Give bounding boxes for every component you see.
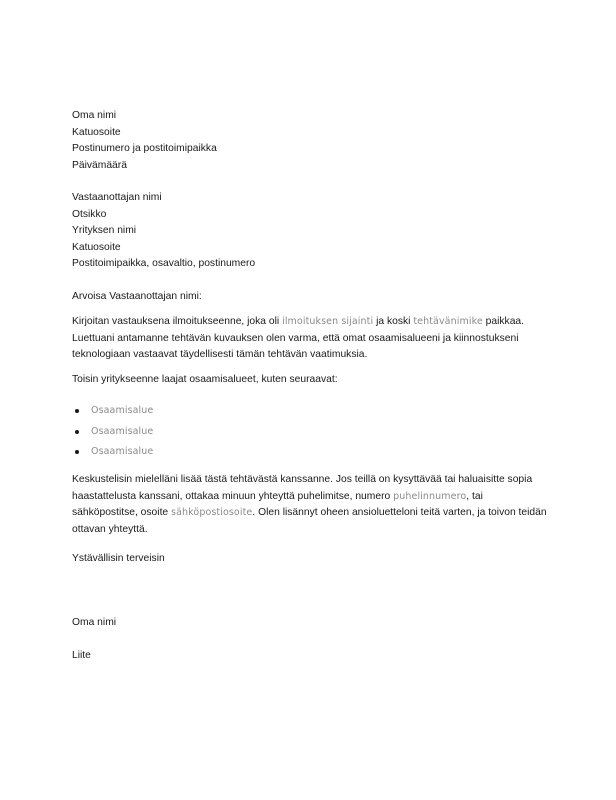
paragraph-intro-text-3: paikkaa. Luettuani antamanne tehtävän kuvauksen olen varma, että omat osaamisalueeni ja kiinnostukseni teknologiaan vastaavat täydellisesti tämän tehtävän vaatimuksia. [72,316,525,360]
placeholder-phone[interactable]: puhelinnumero [393,490,467,502]
recipient-postal[interactable]: Postitoimipaikka, osavaltio, postinumero [72,258,256,269]
closing-block [72,551,552,568]
closing[interactable]: Ystävällisin terveisin [72,553,165,564]
paragraph-contact-text-1: Keskustelisin mielelläni lisää tästä tehtävästä kanssanne. Jos teillä on kysyttävää tai haluaisitte sopia haastattelusta kanssani, ottakaa minuun yhteyttä puhelimitse, numero [72,474,533,502]
paragraph-contact-text-2: , tai sähköpostitse, osoite [72,490,483,518]
sender-name[interactable]: Oma nimi [72,110,117,121]
list-item[interactable] [72,442,372,463]
skill-placeholder[interactable]: Osaamisalue [91,405,154,416]
bullet-icon [75,430,79,434]
paragraph-intro-text-2: ja koski [376,316,411,327]
paragraph-contact-text-3: . Olen lisännyt oheen ansioluetteloni teitä varten, ja toivon teidän ottavan yhteyttä. [72,507,547,535]
placeholder-ad-location[interactable]: ilmoituksen sijainti [282,316,374,327]
skill-placeholder[interactable]: Osaamisalue [91,425,154,437]
paragraph-skills-intro [72,372,552,389]
recipient-street[interactable]: Katuosoite [72,241,121,253]
placeholder-job-title[interactable]: tehtävänimike [413,316,483,327]
bullet-icon [75,409,79,413]
skill-placeholder[interactable]: Osaamisalue [91,446,154,457]
salutation-block [72,289,552,306]
signature-name[interactable]: Oma nimi [72,617,117,628]
sender-date[interactable]: Päivämäärä [72,159,127,171]
paragraph-intro-text-1: Kirjoitan vastauksena ilmoitukseenne, joka oli [72,316,280,327]
signature-block [72,615,552,632]
skills-intro-text[interactable]: Toisin yritykseenne laajat osaamisalueet, kuten seuraavat: [72,374,338,385]
sender-postal[interactable]: Postinumero ja postitoimipaikka [72,143,217,154]
list-item[interactable] [72,422,372,443]
placeholder-email[interactable]: sähköpostiosoite [171,507,253,518]
recipient-name[interactable]: Vastaanottajan nimi [72,192,162,203]
paragraph-intro[interactable] [72,314,550,364]
recipient-company[interactable]: Yrityksen nimi [72,225,137,236]
attachment-block [72,648,552,665]
attachment-label[interactable]: Liite [72,650,91,661]
list-item[interactable] [72,401,372,422]
sender-address-block [72,108,552,174]
paragraph-contact[interactable] [72,472,550,538]
sender-street[interactable]: Katuosoite [72,126,121,138]
recipient-address-block [72,190,552,273]
bullet-icon [75,450,79,454]
recipient-title[interactable]: Otsikko [72,208,107,220]
skills-list [72,401,372,463]
salutation[interactable]: Arvoisa Vastaanottajan nimi: [72,291,202,302]
